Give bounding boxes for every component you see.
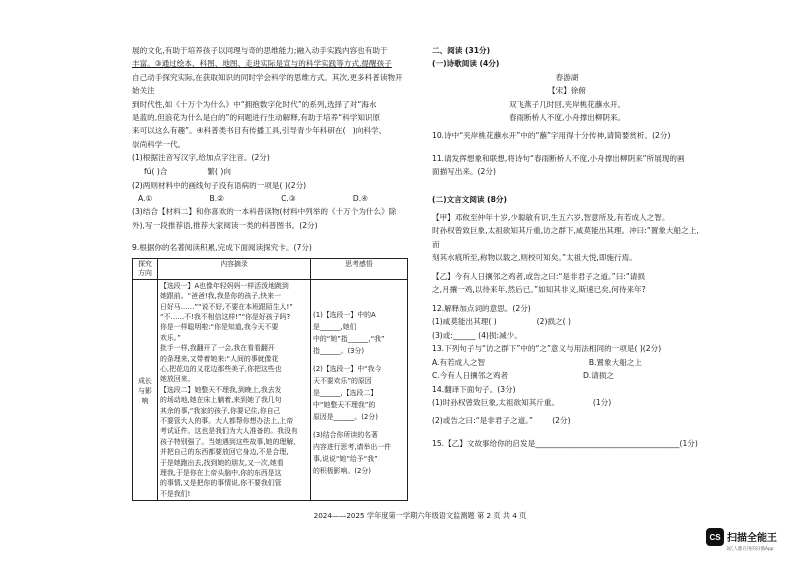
option-c[interactable]: C.③ [281,194,296,204]
reflection-line: (3)结合你所读的名著 [313,430,378,439]
text-jia-line: 时孙权曾致巨象,太祖欲知其斤重,访之群下,咸莫能出其理。冲曰:“置象大船之上,而 [432,226,699,249]
passage-line: 自己动手探究实际,在获取知识的同时学会科学的思维方式。其次,更多科普读物开始关注 [132,72,403,96]
content-line: 不要管大人的事。大人都帮你想办法上,上帝 [160,416,294,425]
poem-title: 春游湖 [555,72,579,82]
option-d[interactable]: D.④ [352,194,368,204]
passage-line: 展的文化,有助于培养孩子以同理与奇的思维能力;融入动手实践内容也有助于 [132,46,388,55]
q13-options-row [432,356,702,369]
category-cell: 成长与影响 [133,279,158,501]
reflection-cell [311,279,408,501]
right-column [432,44,702,450]
reflection-line: 中“她整天不理我”的 [313,400,376,409]
q14-item: (1)时孙权曾致巨象,太祖欲知其斤重。 (1分) [432,397,612,407]
content-line: 【选段二】她整天不理我,到晚上,我去发 [160,385,282,394]
blank-fu[interactable]: fú( )合 [144,166,168,176]
question-2-options [132,192,408,205]
question-12-items [432,315,702,329]
passage-line: 丰富。③通过绘本、科图、地图、走进实际是宣与的科学实践等方式,提醒孩子 [132,59,392,69]
content-line: 批手一样,我翻开了一会,我在看看翻开 [160,344,275,353]
content-line: 她放回来。 [160,375,195,384]
content-line: 不是我们! [160,489,191,498]
reflection-line[interactable]: 是______,【选段二】 [313,388,378,397]
question-13: 13.下列句子与“访之群下”中的“之”意义与用法相同的一项是( )(2分) [432,344,662,354]
q14-item: (2)或告之曰:“是非君子之道。” (2分) [432,416,571,426]
option-a[interactable]: A.① [138,194,153,204]
reflection-line: (1)【选段一】中的A [313,310,376,319]
content-line: 理我,于是你在上帝头脑中,你的东西是这 [160,469,282,477]
option-d[interactable]: D.请损之 [582,371,614,381]
passage-top [132,44,408,151]
content-line: 日好马……”“说不好,不要在本班跟陌生人!” [160,302,293,311]
content-line: 其余的事,“我家的孩子,你要记住,你自己 [160,406,281,415]
poem [432,71,702,125]
question-9-title: 9.根据你的名著阅读积累,完成下面阅读探究卡。(7分) [132,243,312,253]
question-15: 15.【乙】文故事给你的启发是______________________________________(1分) [432,438,698,448]
q13-options-row [432,369,702,382]
blank-fan[interactable]: 繁( )向 [207,166,231,176]
content-line: 你是一样聪明啦:“你是知道,我今天不要 [160,323,279,332]
question-12: 12.解释加点词的意思。(2分) [432,303,531,313]
reflection-line: 天不要欢乐”的原因 [313,376,372,385]
content-line: 她跟前。“爸爸!我,我是你的孩子,快来一 [160,292,281,301]
content-line: 孩子特别强了。当她遇到这些故事,她的理解, [160,437,296,446]
reflection-line: (2)【选段一】中“我今 [313,364,382,373]
question-11-line: 11.请发挥想象和联想,将诗句“春雨断桥人不度,小舟撑出柳阴来”所展现的画 [432,153,685,163]
passage-line: 是蓝的,但浪花为什么是白的”的问题进行生动解释,有助于培养“科学知识原 [132,113,381,123]
content-line: 的条理来,又带着她来:“人间的事就像花 [160,354,279,363]
text-jia-line: 刻其水痕所至,称物以载之,则校可知矣。”太祖大悦,即施行焉。 [432,253,637,263]
q12-item[interactable]: (2)损之( ) [536,316,571,326]
text-jia-line: 【甲】邓攸至仲年十岁,少聪敏有识,生五六岁,智意所及,有若成人之智。 [432,213,670,223]
question-2: (2)两则材料中的画线句子没有语病的一项是( )(2分) [132,180,307,190]
passage-line: 到时代性,如《十万个为什么》中“拥抱数字化时代”的系列,选择了对“海水 [132,99,377,109]
question-1-blanks [132,165,408,179]
question-14: 14.翻译下面句子。(3分) [432,384,516,394]
question-3-line: 外),写一段推荐语,推荐大家阅读一类的科普图书。(2分) [132,220,318,230]
q12-item[interactable]: (1)咸莫能出其理( ) [432,316,497,326]
q12-hint: (3)或:______ (4)损:减少。 [432,330,522,340]
question-3-line: (3)结合【材料二】和你喜欢的一本科普读物(材料中列举的《十万个为什么》除 [132,207,397,217]
text-yi-line: 之,月攘一鸡,以待来年,然后已。”如知其非义,斯速已矣,何待来年? [432,285,646,295]
reflection-line[interactable]: 中的“她”指______,“我” [313,334,385,343]
header-content: 内容摘录 [158,258,311,279]
reflection-line[interactable]: 是______,她们 [313,322,357,331]
subsection-poetry: (一)诗歌阅读 (4分) [432,59,500,69]
content-line: 于是她跑出去,找到她的朋友,又一次,她看 [160,458,284,467]
option-b[interactable]: B.② [209,194,224,204]
watermark-name: 扫描全能王 [727,533,777,544]
content-cell [158,279,311,501]
scanner-watermark [706,527,790,557]
question-1: (1)根据注音写汉字,给加点字注音。(2分) [132,153,270,163]
content-line: 并把自己的东西都要放回它身边,不是合理, [160,448,289,457]
poem-line: 双飞燕子几时回,夹岸桃花蘸水开。 [508,99,626,109]
content-line: 心,把花边的义花边那些美子,你把这些也 [160,364,282,373]
header-direction: 探究方向 [133,258,158,279]
reflection-line: 事,说说“她”给予“我” [313,454,378,463]
subsection-classical: (二)文言文阅读 (8分) [432,194,507,204]
reflection-line[interactable]: 指______。(3分) [313,346,365,355]
option-b[interactable]: B.置象大船之上 [588,357,642,367]
question-10: 10.诗中“夹岸桃花蘸水开”中的“蘸”字用得十分传神,请简要赏析。(2分) [432,131,671,141]
left-column [132,44,408,501]
content-line: 的事情,又是把你的事情说,你不要我们管 [160,479,282,488]
content-line: 的场动地,她在床上躺着,来到她了我几句 [160,396,282,405]
reflection-line[interactable]: 原因是______。(2分) [313,412,378,421]
watermark-subtitle: 3亿人都在用的扫描App [726,547,774,552]
reading-exploration-card [132,258,408,502]
page-footer: 2024——2025 学年度第一学期六年级语文监测题 第 2 页 共 4 页 [313,511,527,520]
content-line: 考试证件。这也是我们为大人准备的。我没有 [160,427,298,436]
camscanner-logo-icon: CS [706,528,724,546]
section-title: 二、阅读 (31分) [432,46,491,55]
content-line: 【选段一】A也像年轻妈妈一样活泼地跳到 [160,281,289,290]
passage-line: 来可以这么有趣”。④科普类书目有传播工具,引导青少年科研在( )向科学、 [132,126,387,136]
reflection-line: 内容进行思考,请举出一件 [313,442,391,451]
content-line: “不……不!我不相信这样!”“你是好孩子吗? [160,312,291,321]
passage-line: 崇尚科学一代。 [132,139,186,149]
header-reflection: 思考感悟 [311,258,408,279]
text-yi-line: 【乙】今有人日攘邻之鸡者,或告之曰:“是非君子之道。”曰:“请损 [432,271,645,281]
poem-author: 【宋】徐俯 [548,86,586,96]
content-line: 欢乐。” [160,333,181,342]
poem-line: 春雨断桥人不度,小舟撑出柳阴来。 [508,113,626,123]
reflection-line: 的积极影响。(2分) [313,466,371,475]
question-11-line: 面描写出来。(2分) [432,167,496,177]
option-c[interactable]: C.今有人日攘邻之鸡者 [432,371,509,381]
option-a[interactable]: A.有若成人之智 [432,357,486,367]
